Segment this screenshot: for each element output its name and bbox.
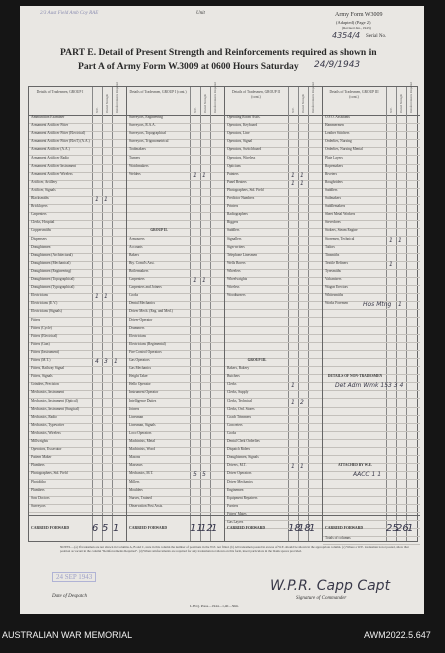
- trade-label: Dental Mechanics: [129, 301, 156, 306]
- trade-label: Orderlies, Nursing Mental: [325, 147, 363, 152]
- trade-label: Operating Room Assts.: [227, 115, 261, 119]
- trade-label: Driver Operators: [227, 471, 252, 476]
- trade-label: Draughtsmen (Typographical): [31, 285, 75, 290]
- trade-label: Fitters (Cycle): [31, 325, 52, 330]
- trade-label: Armament Artificer (A.A.): [31, 147, 70, 152]
- trade-label: Watchmakers: [129, 163, 149, 168]
- trade-label: Surveyors, Engineering: [129, 115, 163, 119]
- trade-label: Armourers: [129, 236, 145, 241]
- trade-label: Wagon Erectors: [325, 285, 348, 290]
- trade-label: Surveyors: [31, 503, 46, 508]
- column-subheader: Posted Strength: [203, 94, 207, 113]
- trade-label: Fitters (Instrument): [31, 349, 60, 354]
- title-line-2: Part A of Army Form W.3009 at 0600 Hours Saturday: [78, 61, 299, 72]
- column-header-label: Details of Tradesmen, GROUP III (cont.): [329, 90, 379, 99]
- required-value: 1: [114, 358, 118, 365]
- carried-forward-required: 1: [211, 523, 218, 534]
- footer-institution: AUSTRALIAN WAR MEMORIAL: [2, 630, 133, 640]
- trade-label: Leather Stitchers: [325, 131, 350, 136]
- trade-label: Textile Refiners: [325, 260, 348, 265]
- trade-label: Mechanics, Instrument (Surgical): [31, 406, 80, 411]
- carried-forward-row: [29, 515, 126, 543]
- trade-label: Driver-Operator: [129, 317, 153, 322]
- trade-label: Hello Operator: [129, 382, 151, 387]
- posted-value: 3: [104, 358, 108, 365]
- trade-label: Drummers: [129, 325, 145, 330]
- trade-label: Draughtsmen (Architectural): [31, 252, 73, 257]
- posted-value: 5: [202, 471, 206, 479]
- trade-label: Telephone Linesmen: [227, 252, 257, 257]
- carried-forward-we: 11: [190, 523, 203, 534]
- trade-label: Clerks, Supply: [227, 390, 249, 395]
- we-value: 1: [389, 260, 393, 268]
- trade-label: Artificer, Artillery: [31, 179, 58, 184]
- trade-label: Cooks: [227, 430, 237, 435]
- trade-label: Driver Mech. (Eng. and Med.): [129, 309, 173, 314]
- trade-label: Riveters: [325, 171, 337, 176]
- despatch-stamp: 24 SEP 1943: [52, 572, 96, 582]
- table-row: [127, 504, 225, 513]
- trade-label: Drivers, M.T.: [227, 463, 247, 468]
- trade-label: Mechanics, Wireless: [31, 430, 61, 435]
- trade-label: Accounts: [129, 244, 143, 249]
- column-subheader: Reinforcements Required: [311, 82, 315, 113]
- trade-label: Signallers: [227, 236, 242, 241]
- trade-label: Mechanics, Typewriter: [31, 422, 65, 427]
- trade-label: O.F.O. Assistants: [325, 115, 350, 119]
- trade-label: Clerks, Ord. Stores: [227, 406, 255, 411]
- trade-label: Painters: [227, 171, 239, 176]
- trade-label: GROUP II.: [150, 228, 168, 233]
- trade-label: Electricians (E.V.): [31, 301, 58, 306]
- posted-value: 1: [202, 277, 206, 284]
- carried-forward-posted: 5: [102, 523, 109, 534]
- we-value: 1: [291, 382, 295, 390]
- column-subheader: Posted Strength: [301, 94, 305, 113]
- trade-label: Saddlers: [325, 187, 338, 192]
- trade-label: Saw Doctors: [31, 495, 50, 500]
- we-value: 5: [193, 471, 197, 479]
- trade-label: DETAILS OF NON-TRADESMEN: [327, 374, 383, 379]
- trade-label: Electricians (Regimental): [129, 341, 166, 346]
- posted-value: 1: [104, 196, 108, 203]
- archive-footer: [0, 614, 445, 653]
- carried-forward-we: 6: [92, 523, 99, 534]
- posted-value: 1: [300, 179, 304, 187]
- trade-label: Farriers: [227, 503, 239, 508]
- trade-label: Operators, Line: [227, 131, 250, 136]
- form-ref: Army Form W3009: [335, 12, 383, 18]
- trade-label: Fitters, Railway Signal: [31, 366, 65, 371]
- we-value: 1: [95, 196, 99, 203]
- table-column: [322, 82, 420, 541]
- trade-label: Stevedores: [325, 220, 341, 225]
- carried-forward-label: CARRIED FORWARD: [227, 526, 266, 530]
- column-subheader: Reinforcements Required: [409, 82, 413, 113]
- trade-label: Fitters (Electrical): [31, 333, 58, 338]
- trade-label: Surveyors, R.A.A.: [129, 123, 156, 128]
- trade-label: Draughtsmen (Topographical): [31, 277, 75, 281]
- trade-label: Nurses, Trained: [129, 495, 152, 500]
- trade-label: Tyresmiths: [325, 268, 341, 273]
- trade-label: Carpenters: [129, 277, 145, 281]
- carried-forward-row: [323, 515, 420, 543]
- column-subheader: Reinforcements Required: [115, 82, 119, 113]
- posted-value: 2: [300, 398, 304, 406]
- table-column: [29, 82, 126, 541]
- trade-label: Saddlers: [227, 228, 240, 233]
- trade-label: Masseurs: [129, 463, 143, 468]
- trade-label: Masons: [129, 455, 141, 460]
- trade-label: Welders: [129, 171, 141, 176]
- trade-label: Concreters: [227, 422, 243, 427]
- we-value: 1: [95, 293, 99, 301]
- trade-label: Sailmakers: [325, 196, 341, 200]
- trade-label: Toolmakers: [129, 147, 146, 152]
- we-value: 1: [291, 398, 295, 406]
- column-subheader: W.E.: [291, 107, 295, 113]
- trade-label: Armament Artificer Radio: [31, 155, 69, 160]
- attached-entry: AACC 1 1: [353, 471, 382, 479]
- trade-label: Wheelwrights: [227, 277, 248, 281]
- trade-label: Riggers: [227, 220, 239, 225]
- column-header-label: Details of Tradesmen, GROUP II (cont.): [232, 90, 280, 99]
- trade-label: Carpenters: [31, 212, 47, 217]
- trade-label: Plumbers: [31, 463, 45, 468]
- carried-forward-posted: 12: [200, 523, 213, 534]
- notes-text: NOTES.—(a) If tradesmen are not shown in Columns A, B and C, state in this column the number of positions in the W.E. not filled. (b) All tradesmen posted in excess of W.E. should be shown in the appropriate column. (c) Where a W.E. tradesman is not posted, show that position as vacant in the column "Reinforcements Required". (d) When reinforcements are required for any tradesman not shown on this form, insert particulars in the blank spaces provided.: [60, 545, 409, 553]
- trade-label: Grinders, Precision: [31, 382, 59, 387]
- trade-label: Sign-writers: [227, 244, 245, 249]
- form-revised: (Revised Jan., 1943): [342, 26, 371, 30]
- trade-label: Photographers, Std. Field: [227, 187, 264, 192]
- trade-label: Clerks, Hospital: [31, 220, 55, 225]
- trade-label: Bty. Comd's Asst.: [129, 260, 155, 265]
- trade-label: Fire Control Operators: [129, 349, 162, 354]
- trade-label: Mechanics, Instrument: [31, 390, 64, 395]
- trade-label: Wells Borers: [227, 260, 246, 265]
- serial-number-handwritten: 4354/4: [332, 31, 361, 40]
- trade-label: Tinsmiths: [325, 252, 340, 257]
- trade-label: Fitters, Signals: [31, 374, 53, 379]
- trade-label: Machinists, Wood: [129, 447, 155, 452]
- trade-label: Tailors: [325, 244, 335, 249]
- carried-forward-required: 1: [407, 523, 414, 534]
- trade-label: Totals of columns: [325, 536, 351, 541]
- unit-line-handwritten: 2/3 Aust Field Amb Coy RAE: [40, 11, 99, 16]
- trade-label: Machinists, Metal: [129, 439, 155, 443]
- we-value: 1: [291, 463, 295, 471]
- trade-label: Moulders: [129, 487, 143, 492]
- form-adapted: (Adapted) (Page 2): [336, 20, 371, 25]
- trade-label: Carpenters and Joiners: [129, 285, 162, 290]
- we-value: 1: [389, 236, 393, 244]
- signature-label: Signature of Commander: [296, 596, 347, 601]
- trade-label: Turners: [129, 155, 141, 160]
- trade-label: GROUP III.: [247, 358, 267, 362]
- trade-label: Armament Artificer Fitter (Elec'l) (A.A.): [31, 139, 90, 144]
- trade-label: Intelligence Duties: [129, 398, 157, 403]
- trade-label: Dental Clerk Orderlies: [227, 439, 260, 443]
- carried-forward-label: CARRIED FORWARD: [325, 526, 364, 530]
- table-column: [126, 82, 225, 541]
- trade-label: Butchers: [227, 374, 240, 379]
- trade-label: Clerks: [227, 382, 237, 387]
- trade-label: Draughtsmen (Engineering): [31, 268, 72, 273]
- trade-label: Panel Beaters: [227, 179, 247, 184]
- trade-label: Driver Mechanics: [227, 479, 253, 484]
- trade-label: Stokers, Steam Engine: [325, 228, 358, 233]
- trade-label: Predictor Numbers: [227, 196, 255, 200]
- date-of-despatch-label: Date of Despatch: [52, 594, 87, 599]
- trade-label: Storemen, Technical: [325, 236, 355, 241]
- table-column: [224, 82, 323, 541]
- trade-label: Height Taker: [129, 374, 148, 379]
- trade-label: Printers: [227, 204, 239, 209]
- trade-label: Bricklayers: [31, 204, 48, 209]
- trade-label: Woodturners: [227, 293, 246, 298]
- signature-handwritten: W.P.R. Capp Capt: [270, 578, 391, 594]
- trade-label: Gas Operators: [129, 358, 150, 362]
- trade-label: Mechanics, Radio: [31, 414, 57, 419]
- trade-label: Millwrights: [31, 439, 48, 443]
- trade-label: Loco Operators: [129, 430, 152, 435]
- trade-label: Opticians: [227, 163, 241, 168]
- we-value: 4: [95, 358, 99, 365]
- carried-forward-posted: 26: [396, 523, 409, 534]
- trade-label: Operators, Signal: [227, 139, 253, 144]
- trade-label: Draughtsmen: [31, 244, 51, 249]
- trade-label: Operators, Keyboard: [227, 123, 258, 128]
- column-subheader: W.E.: [95, 107, 99, 113]
- trade-label: Fitters' Mates: [227, 511, 247, 516]
- trade-label: Instrument Operator: [129, 390, 159, 395]
- printer-line: L.H.Q. Press—1944—1,40—50m.: [190, 604, 239, 608]
- trade-label: Sheet Metal Workers: [325, 212, 356, 217]
- trade-label: Cooks: [129, 293, 139, 298]
- trade-label: Equipment Repairers: [227, 495, 258, 500]
- trade-label: Whitesmiths: [325, 293, 344, 298]
- trade-label: Linesman: [129, 414, 144, 419]
- column-subheader: W.E.: [389, 107, 393, 113]
- unit-label: Unit: [196, 11, 205, 16]
- carried-forward-posted: 18: [298, 523, 311, 534]
- trade-label: Wireless: [227, 285, 240, 290]
- footer-accession: AWM2022.5.647: [364, 630, 431, 640]
- trade-label: Dispatch Riders: [227, 447, 251, 452]
- title-line-1: PART E. Detail of Present Strength and Reinforcements required as shown in: [60, 47, 377, 58]
- trade-label: Valcanisers: [325, 277, 342, 281]
- posted-value: 1: [398, 301, 402, 309]
- trade-label: Armament Artificer Fitter (Electrical): [31, 131, 86, 136]
- trade-label: Fitters (Gun): [31, 341, 50, 346]
- trade-label: Plumbers: [31, 487, 45, 492]
- trade-label: Photolitho: [31, 479, 46, 484]
- carried-forward-we: 25: [386, 523, 399, 534]
- carried-forward-required: 1: [309, 523, 316, 534]
- trade-label: Operators, Excavator: [31, 447, 62, 452]
- trade-label: Joiners: [129, 406, 140, 411]
- trade-label: Coppersmiths: [31, 228, 51, 233]
- trade-label: Bakers: [129, 252, 139, 257]
- trade-label: Boilermakers: [129, 268, 149, 273]
- we-value: Hos Mtng: [363, 301, 392, 309]
- table-row: [29, 504, 126, 513]
- trade-label: Plate Layers: [325, 155, 343, 160]
- column-subheader: W.E.: [193, 107, 197, 113]
- trade-label: Mechanics, Instrument (Optical): [31, 398, 78, 403]
- posted-value: 1: [300, 463, 304, 471]
- trade-label: Dispensers: [31, 236, 47, 241]
- trade-label: Orderlies, Nursing: [325, 139, 352, 144]
- carried-forward-label: CARRIED FORWARD: [31, 526, 70, 530]
- we-value: 1: [291, 179, 295, 187]
- column-header-label: Details of Tradesmen, GROUP I (cont.): [129, 90, 187, 94]
- trade-label: Surveyors, Topographical: [129, 131, 167, 136]
- posted-value: 1: [202, 171, 206, 179]
- trade-label: Radiographers: [227, 212, 248, 217]
- trade-label: Coach Trimmers: [227, 414, 252, 419]
- we-value: 1: [193, 277, 197, 284]
- column-subheader: Posted Strength: [105, 94, 109, 113]
- carried-forward-required: 1: [113, 523, 120, 534]
- trade-label: Electricians: [129, 333, 146, 338]
- posted-value: 1: [398, 236, 402, 244]
- trade-label: Observation Post Assts.: [129, 503, 164, 508]
- trade-label: Works Foremen: [325, 301, 348, 306]
- we-value: 1: [193, 171, 197, 179]
- trade-label: Ropemakers: [325, 163, 343, 168]
- trade-label: Artificer, Signals: [31, 187, 56, 192]
- posted-value: 1: [300, 171, 304, 179]
- trade-label: Mechanics, M.T.: [129, 471, 154, 476]
- trade-label: Blacksmiths: [31, 196, 49, 200]
- trade-label: Gas Layers: [227, 520, 244, 524]
- trade-label: Electricians (Signals): [31, 309, 62, 314]
- trade-label: Surveyors, Trigonometrical: [129, 139, 169, 144]
- trade-label: Electricians: [31, 293, 48, 298]
- trade-label: Operators, Wireless: [227, 155, 256, 160]
- carried-forward-we: 18: [288, 523, 301, 534]
- column-header-label: Details of Tradesmen, GROUP I: [36, 90, 84, 94]
- trade-label: Roughriders: [325, 179, 343, 184]
- column-subheader: Reinforcements Required: [213, 82, 217, 113]
- date-handwritten: 24/9/1943: [314, 60, 361, 70]
- trade-label: Millers: [129, 479, 140, 484]
- trade-label: Wheelers: [227, 268, 241, 273]
- trade-label: Linesman, Signals: [129, 422, 156, 427]
- trade-label: Bakers, Bakery: [227, 366, 250, 371]
- trade-label: Armament Artificer Fitter: [31, 123, 69, 128]
- trade-label: Armament Artificer Instrument: [31, 163, 76, 168]
- column-subheader: Posted Strength: [399, 94, 403, 113]
- form-sheet: [20, 6, 424, 614]
- trade-label: Clerks, Technical: [227, 398, 253, 403]
- posted-value: 1: [104, 293, 108, 301]
- strength-table: [28, 82, 418, 542]
- serial-label: Serial No.: [366, 34, 387, 39]
- trade-label: Draughtsmen, Signals: [227, 455, 259, 460]
- trade-label: Fitters (M.T.): [31, 358, 51, 362]
- trade-label: Draughtsmen (Mechanical): [31, 260, 71, 265]
- trade-label: Gas Mechanics: [129, 366, 152, 371]
- trade-label: Photographers, Std. Field: [31, 471, 68, 476]
- trade-label: Ammunition Examiner: [31, 115, 65, 119]
- non-tradesmen-entry: Det Adm Wmk 153 3 4: [335, 382, 404, 390]
- trade-label: Fitters: [31, 317, 41, 322]
- carried-forward-row: [127, 515, 225, 543]
- trade-label: Pattern Maker: [31, 455, 52, 460]
- trade-label: Armament Artificer Wireless: [31, 171, 73, 176]
- trade-label: Hammermen: [325, 123, 344, 128]
- trade-label: Saddlemakers: [325, 204, 346, 209]
- trade-label: Operators, Switchboard: [227, 147, 262, 152]
- we-value: 1: [291, 171, 295, 179]
- trade-label: Enginemen: [227, 487, 244, 492]
- trade-label: ATTACHED BY W.E.: [338, 463, 372, 468]
- carried-forward-label: CARRIED FORWARD: [129, 526, 168, 530]
